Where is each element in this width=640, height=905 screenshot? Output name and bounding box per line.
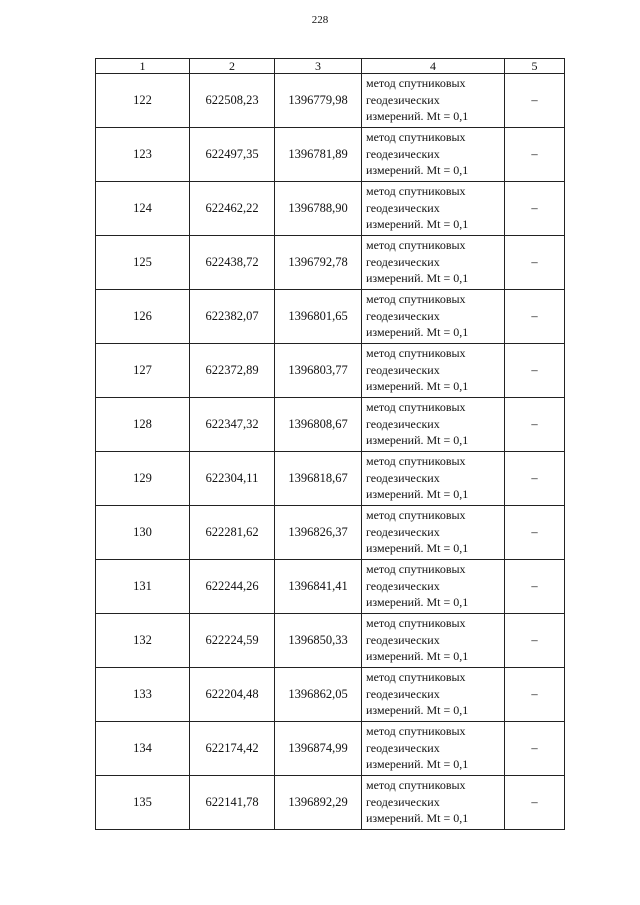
method-line: геодезических [366,146,440,161]
table-row [96,398,565,452]
method-line: измерений. Mt = 0,1 [366,379,469,393]
x-coordinate-cell: 622372,89 [190,344,275,398]
method-line: геодезических [366,200,440,215]
method-line: измерений. Mt = 0,1 [366,487,469,501]
accuracy-cell: – [505,506,565,560]
x-coordinate-cell: 622462,22 [190,182,275,236]
accuracy-cell: – [505,560,565,614]
point-number-cell: 127 [96,344,190,398]
point-number-cell: 122 [96,74,190,128]
x-coordinate-cell: 622204,48 [190,668,275,722]
accuracy-cell: – [505,722,565,776]
y-coordinate-cell: 1396850,33 [275,614,362,668]
column-header: 2 [190,59,275,74]
accuracy-cell: – [505,668,565,722]
table-header-row [96,59,565,74]
method-line: метод спутниковых [366,400,466,414]
point-number-cell: 133 [96,668,190,722]
y-coordinate-cell: 1396781,89 [275,128,362,182]
y-coordinate-cell: 1396862,05 [275,668,362,722]
method-cell [362,560,505,614]
x-coordinate-cell: 622347,32 [190,398,275,452]
table-row [96,344,565,398]
method-cell [362,776,505,830]
point-number-cell: 131 [96,560,190,614]
method-line: измерений. Mt = 0,1 [366,703,469,717]
table-body [96,74,565,830]
y-coordinate-cell: 1396841,41 [275,560,362,614]
point-number-cell: 135 [96,776,190,830]
method-line: геодезических [366,92,440,107]
accuracy-cell: – [505,776,565,830]
x-coordinate-cell: 622141,78 [190,776,275,830]
method-line: метод спутниковых [366,670,466,684]
method-line: геодезических [366,740,440,755]
accuracy-cell: – [505,128,565,182]
method-line: метод спутниковых [366,508,466,522]
method-line: метод спутниковых [366,238,466,252]
method-line: метод спутниковых [366,778,466,792]
method-line: метод спутниковых [366,184,466,198]
column-header: 1 [96,59,190,74]
method-line: измерений. Mt = 0,1 [366,217,469,231]
x-coordinate-cell: 622174,42 [190,722,275,776]
method-line: метод спутниковых [366,562,466,576]
x-coordinate-cell: 622438,72 [190,236,275,290]
coordinates-table [95,58,565,830]
method-cell [362,74,505,128]
method-line: измерений. Mt = 0,1 [366,325,469,339]
accuracy-cell: – [505,182,565,236]
method-cell [362,452,505,506]
method-line: метод спутниковых [366,76,466,90]
method-cell [362,668,505,722]
method-line: геодезических [366,686,440,701]
point-number-cell: 128 [96,398,190,452]
point-number-cell: 125 [96,236,190,290]
column-header: 5 [505,59,565,74]
table-row [96,236,565,290]
point-number-cell: 126 [96,290,190,344]
table-row [96,776,565,830]
method-cell [362,722,505,776]
accuracy-cell: – [505,344,565,398]
table-row [96,182,565,236]
method-cell [362,614,505,668]
method-line: измерений. Mt = 0,1 [366,541,469,555]
method-cell [362,128,505,182]
accuracy-cell: – [505,290,565,344]
method-line: геодезических [366,362,440,377]
method-line: измерений. Mt = 0,1 [366,109,469,123]
method-line: метод спутниковых [366,454,466,468]
y-coordinate-cell: 1396801,65 [275,290,362,344]
y-coordinate-cell: 1396892,29 [275,776,362,830]
y-coordinate-cell: 1396803,77 [275,344,362,398]
table-row [96,614,565,668]
y-coordinate-cell: 1396808,67 [275,398,362,452]
y-coordinate-cell: 1396792,78 [275,236,362,290]
method-line: метод спутниковых [366,346,466,360]
table-row [96,722,565,776]
method-line: геодезических [366,632,440,647]
method-line: измерений. Mt = 0,1 [366,433,469,447]
accuracy-cell: – [505,452,565,506]
method-cell [362,506,505,560]
x-coordinate-cell: 622508,23 [190,74,275,128]
point-number-cell: 124 [96,182,190,236]
table-row [96,560,565,614]
method-line: метод спутниковых [366,724,466,738]
column-header: 3 [275,59,362,74]
method-line: геодезических [366,578,440,593]
method-cell [362,182,505,236]
table-row [96,74,565,128]
method-line: геодезических [366,308,440,323]
accuracy-cell: – [505,398,565,452]
point-number-cell: 130 [96,506,190,560]
x-coordinate-cell: 622281,62 [190,506,275,560]
y-coordinate-cell: 1396779,98 [275,74,362,128]
x-coordinate-cell: 622224,59 [190,614,275,668]
table-row [96,506,565,560]
method-line: метод спутниковых [366,292,466,306]
method-line: измерений. Mt = 0,1 [366,811,469,825]
method-line: измерений. Mt = 0,1 [366,271,469,285]
method-line: геодезических [366,470,440,485]
table-row [96,452,565,506]
accuracy-cell: – [505,74,565,128]
method-line: метод спутниковых [366,616,466,630]
y-coordinate-cell: 1396818,67 [275,452,362,506]
table-row [96,668,565,722]
method-cell [362,290,505,344]
accuracy-cell: – [505,614,565,668]
x-coordinate-cell: 622304,11 [190,452,275,506]
page-number: 228 [311,14,329,26]
method-line: геодезических [366,794,440,809]
method-line: измерений. Mt = 0,1 [366,757,469,771]
point-number-cell: 129 [96,452,190,506]
table-row [96,128,565,182]
x-coordinate-cell: 622497,35 [190,128,275,182]
method-line: измерений. Mt = 0,1 [366,595,469,609]
method-line: метод спутниковых [366,130,466,144]
accuracy-cell: – [505,236,565,290]
point-number-cell: 132 [96,614,190,668]
table-row [96,290,565,344]
method-line: геодезических [366,416,440,431]
method-cell [362,398,505,452]
method-line: измерений. Mt = 0,1 [366,163,469,177]
y-coordinate-cell: 1396788,90 [275,182,362,236]
column-header: 4 [362,59,505,74]
method-line: геодезических [366,254,440,269]
x-coordinate-cell: 622382,07 [190,290,275,344]
y-coordinate-cell: 1396874,99 [275,722,362,776]
point-number-cell: 134 [96,722,190,776]
point-number-cell: 123 [96,128,190,182]
method-line: геодезических [366,524,440,539]
method-cell [362,236,505,290]
y-coordinate-cell: 1396826,37 [275,506,362,560]
x-coordinate-cell: 622244,26 [190,560,275,614]
method-cell [362,344,505,398]
method-line: измерений. Mt = 0,1 [366,649,469,663]
